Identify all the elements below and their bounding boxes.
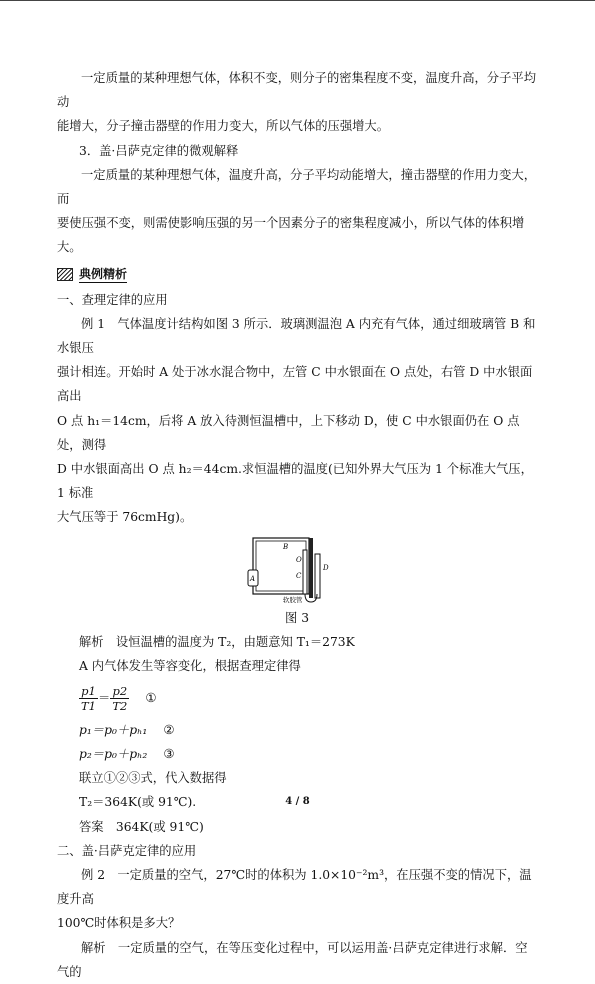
paragraph-line: 能增大，分子撞击器壁的作用力变大，所以气体的压强增大。 xyxy=(57,119,390,134)
equation-number: ③ xyxy=(163,747,175,762)
page-number: 4 / 8 xyxy=(285,796,310,807)
fraction-numerator: p2 xyxy=(110,684,129,699)
equation-text: p₁＝p₀＋pₕ₁ xyxy=(79,723,148,738)
example-line: 100℃时体积是多大？ xyxy=(57,916,181,931)
example-line: 例 2 一定质量的空气，27℃时的体积为 1.0×10⁻²m³，在压强不变的情况下，温度升高 xyxy=(57,868,532,907)
example-line: O 点 h₁＝14cm，后将 A 放入待测恒温槽中，上下移动 D，使 C 中水银面仍在 O 点处，测得 xyxy=(57,413,520,452)
label-d: D xyxy=(323,563,329,572)
section-title: 二、盖·吕萨克定律的应用 xyxy=(57,843,197,858)
equation-text: p₂＝p₀＋pₕ₂ xyxy=(79,747,148,762)
subheading: 3．盖·吕萨克定律的微观解释 xyxy=(79,143,239,158)
fraction-denominator: T1 xyxy=(81,698,96,713)
example-line: 例 1 气体温度计结构如图 3 所示．玻璃测温泡 A 内充有气体，通过细玻璃管 B 和水银压 xyxy=(57,316,536,356)
fraction-right xyxy=(110,684,129,713)
section-label-text: 典例精析 xyxy=(79,267,128,282)
solution-line: 联立①②③式，代入数据得 xyxy=(79,771,227,786)
equation-number: ② xyxy=(163,723,175,738)
section-title: 一、查理定律的应用 xyxy=(57,292,168,307)
fraction-denominator: T2 xyxy=(112,698,128,713)
thermometer-diagram xyxy=(247,536,347,604)
fraction-left xyxy=(79,684,98,713)
equation-1 xyxy=(57,678,537,718)
fraction-numerator: p1 xyxy=(79,684,98,699)
tube-d xyxy=(315,554,320,598)
solution-line: A 内气体发生等容变化，根据查理定律得 xyxy=(79,659,301,674)
paragraph-line: 要使压强不变，则需使影响压强的另一个因素分子的密集程度减小，所以气体的体积增大。 xyxy=(57,216,525,255)
label-hose: 软胶管 xyxy=(283,595,303,604)
scale-bar xyxy=(309,538,313,598)
example-line: D 中水银面高出 O 点 h₂＝44cm.求恒温槽的温度(已知外界大气压为 1 个标准大气压，1 标准 xyxy=(57,462,533,501)
equals-sign: ＝ xyxy=(98,691,111,706)
example-line: 大气压等于 76cmHg)。 xyxy=(57,510,193,525)
solution-line: T₂＝364K(或 91℃). xyxy=(79,795,197,810)
figure-3 xyxy=(57,536,537,604)
tube-b-outline xyxy=(253,538,309,594)
solution-line: 解析 设恒温槽的温度为 T₂，由题意知 T₁＝273K xyxy=(79,634,355,649)
equation-3 xyxy=(57,742,537,766)
paragraph-line: 一定质量的某种理想气体，温度升高，分子平均动能增大，撞击器壁的作用力变大，而 xyxy=(57,167,536,207)
section-label xyxy=(57,264,537,286)
label-a: A xyxy=(250,574,256,583)
label-o: O xyxy=(296,555,302,564)
equation-2 xyxy=(57,718,537,742)
example-line: 强计相连。开始时 A 处于冰水混合物中，左管 C 中水银面在 O 点处，右管 D 中水银面高出 xyxy=(57,365,533,404)
equation-number: ① xyxy=(145,691,157,706)
top-rule xyxy=(0,0,595,1)
solution-line: 解析 一定质量的空气，在等压变化过程中，可以运用盖·吕萨克定律进行求解．空气的 xyxy=(57,940,528,979)
label-c: C xyxy=(296,571,302,580)
hatched-square-icon xyxy=(57,268,73,281)
tube-b-inner xyxy=(256,541,306,591)
tube-c xyxy=(303,550,307,594)
answer-line: 答案 364K(或 91℃) xyxy=(79,819,204,834)
figure-caption: 图 3 xyxy=(284,610,310,625)
paragraph-line: 一定质量的某种理想气体，体积不变，则分子的密集程度不变，温度升高，分子平均动 xyxy=(57,71,536,110)
document-page xyxy=(57,66,537,984)
label-b: B xyxy=(283,542,289,551)
